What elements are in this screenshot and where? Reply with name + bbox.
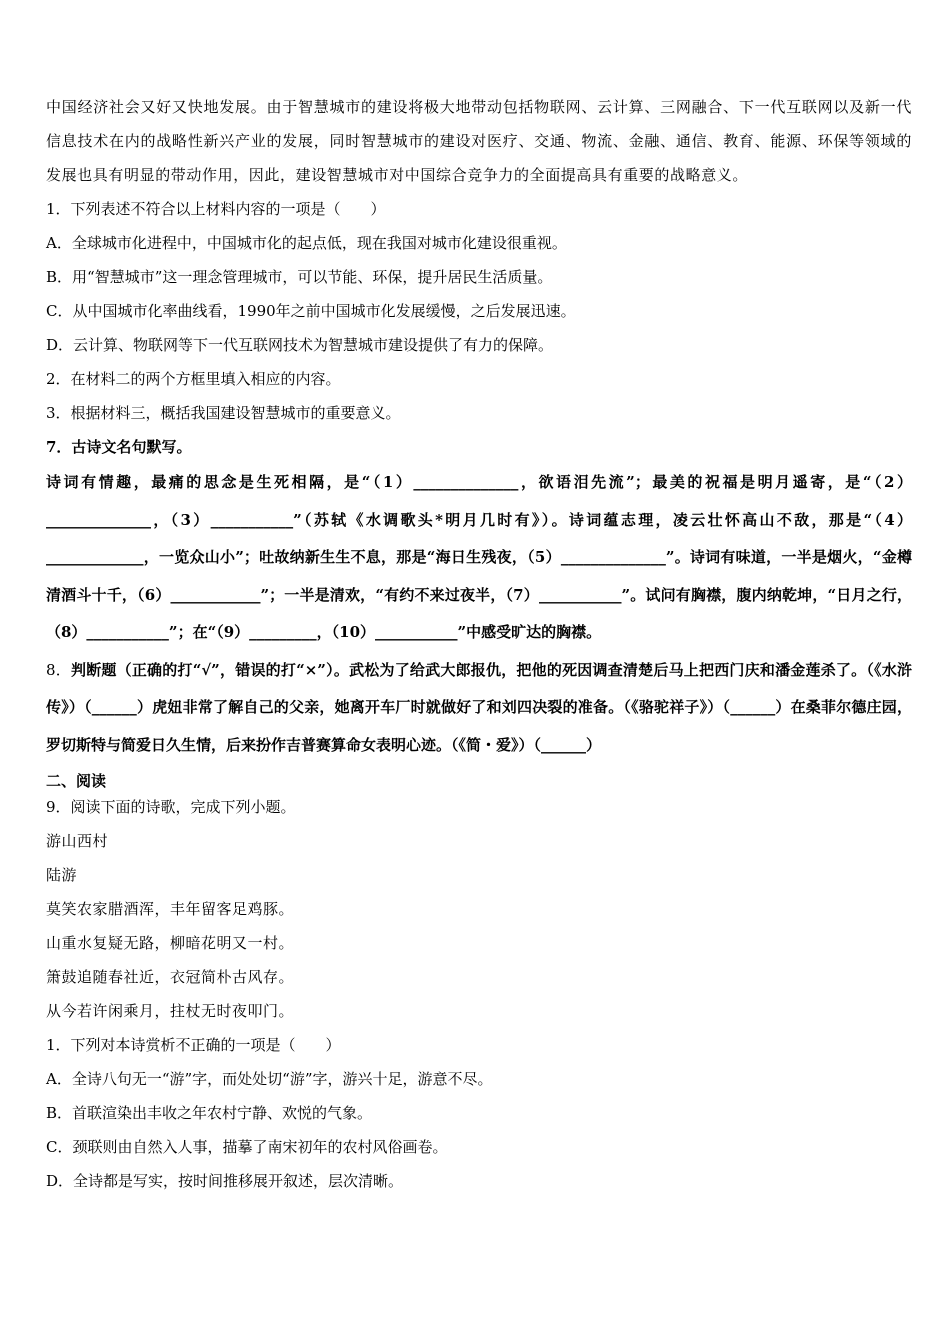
poem-title: 游山西村 (46, 832, 109, 850)
q9-sub1-stem: 1．下列对本诗赏析不正确的一项是（ ） (46, 1036, 341, 1054)
q8-text: 判断题（正确的打“√”，错误的打“×”）。武松为了给武大郎报仇，把他的死因调查清楚后马上把西门庆和潘金莲杀了。（《水浒传》）（______）虎妞非常了解自己的父亲，她离开车厂时就做好了和刘四决裂的准备。（《骆驼祥子》）（______）在桑菲尔德庄园，罗切斯特与简爱日久生情，后来扮作吉普赛算命女表明心迹。（《简・爱》）（______） (46, 660, 912, 754)
q9-sub1-option-d: D．全诗都是写实，按时间推移展开叙述，层次清晰。 (46, 1172, 404, 1190)
q1-option-b: B．用“智慧城市”这一理念管理城市，可以节能、环保，提升居民生活质量。 (46, 268, 553, 286)
q7-body: 诗词有情趣，最痛的思念是生死相隔，是“（1）______________，欲语泪先流”；最美的祝福是明月遥寄，是“（2）______________，（3）___________”（苏轼《水调歌头*明月几时有》）。诗词蕴志理，凌云壮怀高山不敌，那是“（4）_____________，一览众山小”；吐故纳新生生不息，那是“海日生残夜，（5）______________”。诗词有味道，一半是烟火，“金樽清酒斗十千，（6）____________”；一半是清欢，“有约不来过夜半，（7）___________”。试问有胸襟，腹内纳乾坤，“日月之行，（8）___________”；在“（9）_________，（10）___________”中感受旷达的胸襟。 (46, 473, 912, 641)
q1-option-c: C．从中国城市化率曲线看，1990年之前中国城市化发展缓慢，之后发展迅速。 (46, 302, 576, 320)
q3-stem: 3．根据材料三，概括我国建设智慧城市的重要意义。 (46, 404, 401, 422)
q8-number: 8． (46, 660, 71, 679)
q9-stem: 9．阅读下面的诗歌，完成下列小题。 (46, 798, 296, 816)
q9-sub1-option-b: B．首联渲染出丰收之年农村宁静、欢悦的气象。 (46, 1104, 373, 1122)
q2-stem: 2．在材料二的两个方框里填入相应的内容。 (46, 370, 341, 388)
poem-author: 陆游 (46, 866, 78, 884)
poem-line-1: 莫笑农家腊酒浑，丰年留客足鸡豚。 (46, 900, 295, 918)
q1-stem: 1．下列表述不符合以上材料内容的一项是（ ） (46, 200, 386, 218)
q9-sub1-option-a: A．全诗八句无一“游”字，而处处切“游”字，游兴十足，游意不尽。 (46, 1070, 493, 1088)
poem-line-2: 山重水复疑无路，柳暗花明又一村。 (46, 934, 295, 952)
document-page (46, 90, 912, 1198)
q7-title: 7．古诗文名句默写。 (46, 438, 192, 456)
q8-body (46, 652, 912, 765)
q1-option-a: A．全球城市化进程中，中国城市化的起点低，现在我国对城市化建设很重视。 (46, 234, 567, 252)
poem-line-4: 从今若许闲乘月，拄杖无时夜叩门。 (46, 1002, 295, 1020)
q9-sub1-option-c: C．颈联则由自然入人事，描摹了南宋初年的农村风俗画卷。 (46, 1138, 448, 1156)
passage-text: 中国经济社会又好又快地发展。由于智慧城市的建设将极大地带动包括物联网、云计算、三网融合、下一代互联网以及新一代信息技术在内的战略性新兴产业的发展，同时智慧城市的建设对医疗、交通、物流、金融、通信、教育、能源、环保等领域的发展也具有明显的带动作用，因此，建设智慧城市对中国综合竞争力的全面提高具有重要的战略意义。 (46, 98, 912, 184)
q1-option-d: D．云计算、物联网等下一代互联网技术为智慧城市建设提供了有力的保障。 (46, 336, 554, 354)
section-reading-title: 二、阅读 (46, 772, 107, 790)
poem-line-3: 箫鼓追随春社近，衣冠简朴古风存。 (46, 968, 295, 986)
